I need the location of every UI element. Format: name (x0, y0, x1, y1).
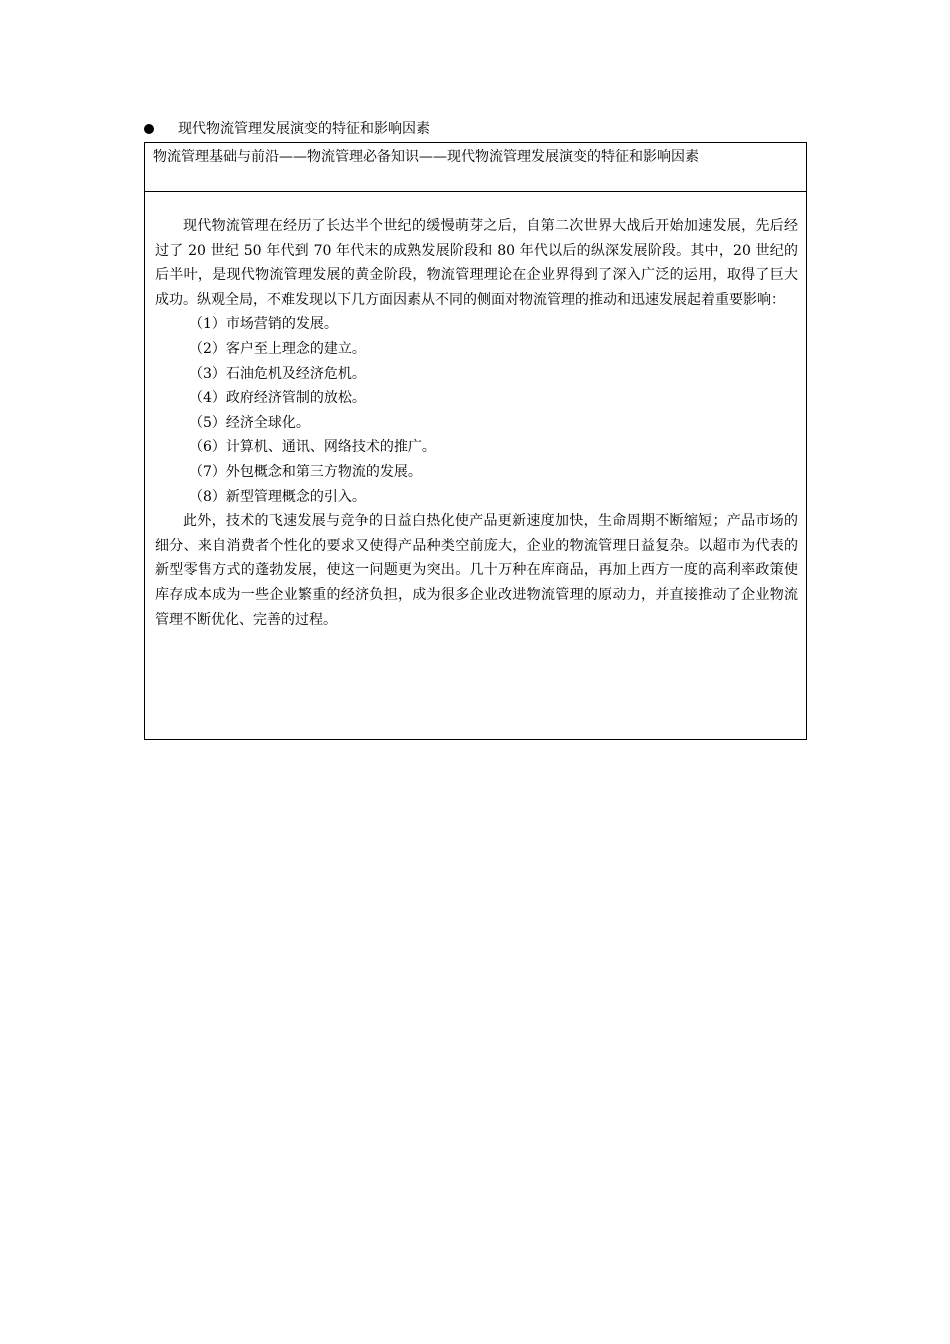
section-heading (144, 118, 430, 140)
list-item: （4）政府经济管制的放松。 (189, 390, 366, 407)
list-item: （6）计算机、通讯、网络技术的推广。 (189, 439, 436, 456)
list-item: （5）经济全球化。 (189, 414, 310, 431)
factor-list (155, 312, 798, 509)
list-item: （8）新型管理概念的引入。 (189, 488, 366, 505)
bullet-icon (144, 124, 154, 134)
list-item: （3）石油危机及经济危机。 (189, 365, 366, 382)
content-box (144, 142, 807, 740)
list-item: （1）市场营销的发展。 (189, 316, 338, 333)
breadcrumb: 物流管理基础与前沿——物流管理必备知识——现代物流管理发展演变的特征和影响因素 (145, 143, 806, 192)
list-item: （7）外包概念和第三方物流的发展。 (189, 463, 422, 480)
conclusion-paragraph: 此外，技术的飞速发展与竞争的日益白热化使产品更新速度加快，生命周期不断缩短；产品市场的细分、来自消费者个性化的要求又使得产品种类空前庞大，企业的物流管理日益复杂。以超市为代表的新型零售方式的蓬勃发展，使这一问题更为突出。几十万种在库商品，再加上西方一度的高利率政策使库存成本成为一些企业繁重的经济负担，成为很多企业改进物流管理的原动力，并直接推动了企业物流管理不断优化、完善的过程。 (155, 513, 798, 628)
content-body (145, 192, 806, 632)
intro-paragraph: 现代物流管理在经历了长达半个世纪的缓慢萌芽之后，自第二次世界大战后开始加速发展，先后经过了 20 世纪 50 年代到 70 年代末的成熟发展阶段和 80 年代以后的纵深发展阶段。其中，20 世纪的后半叶，是现代物流管理发展的黄金阶段，物流管理理论在企业界得到了深入广泛的运用，取得了巨大成功。纵观全局，不难发现以下几方面因素从不同的侧面对物流管理的推动和迅速发展起着重要影响： (155, 218, 798, 308)
section-heading-text: 现代物流管理发展演变的特征和影响因素 (178, 121, 430, 137)
list-item: （2）客户至上理念的建立。 (189, 340, 366, 357)
